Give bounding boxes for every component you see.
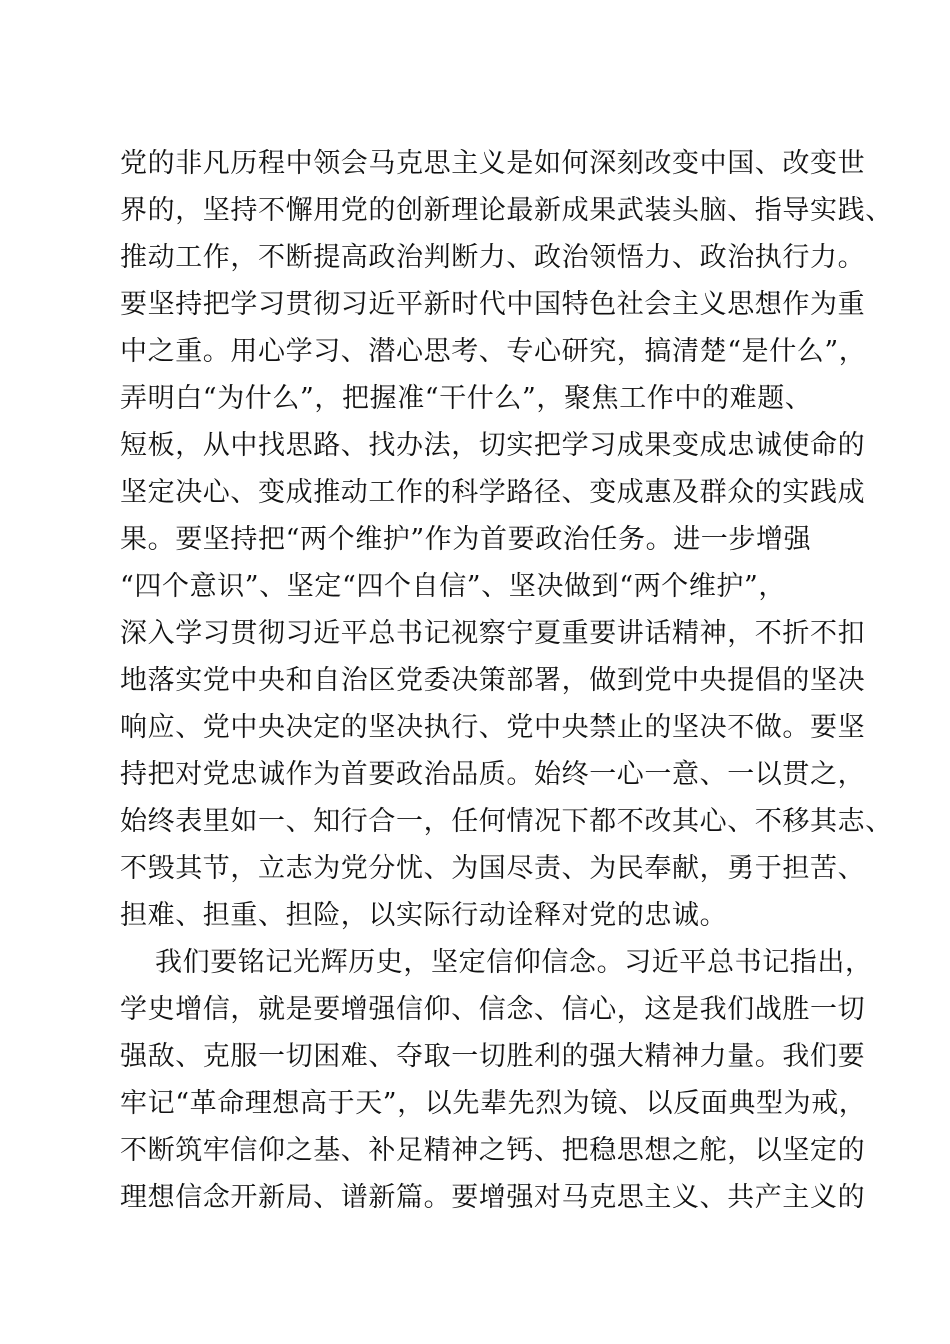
text-line-18: 我们要铭记光辉历史，坚定信仰信念。习近平总书记指出， [155,947,873,978]
text-line-21: 牢记“革命理想高于天”，以先辈先烈为镜、以反面典型为戒， [120,1088,867,1119]
text-line-19: 学史增信，就是要增强信仰、信念、信心，这是我们战胜一切 [120,994,866,1025]
text-line-22: 不断筑牢信仰之基、补足精神之钙、把稳思想之舵，以坚定的 [120,1135,866,1166]
text-line-7: 短板，从中找思路、找办法，切实把学习成果变成忠诚使命的 [120,430,866,461]
text-line-17: 担难、担重、担险，以实际行动诠释对党的忠诚。 [120,900,728,931]
text-line-13: 响应、党中央决定的坚决执行、党中央禁止的坚决不做。要坚 [120,712,866,743]
text-line-6: 弄明白“为什么”，把握准“干什么”，聚焦工作中的难题、 [120,383,813,414]
text-line-2: 界的，坚持不懈用党的创新理论最新成果武装头脑、指导实践、 [120,195,893,226]
text-line-3: 推动工作，不断提高政治判断力、政治领悟力、政治执行力。 [120,242,866,273]
text-line-8: 坚定决心、变成推动工作的科学路径、变成惠及群众的实践成 [120,477,866,508]
text-line-14: 持把对党忠诚作为首要政治品质。始终一心一意、一以贯之， [120,759,866,790]
text-line-1: 党的非凡历程中领会马克思主义是如何深刻改变中国、改变世 [120,148,866,179]
text-line-16: 不毁其节，立志为党分忧、为国尽责、为民奉献，勇于担苦、 [120,853,866,884]
text-line-15: 始终表里如一、知行合一，任何情况下都不改其心、不移其志、 [120,806,893,837]
text-line-11: 深入学习贯彻习近平总书记视察宁夏重要讲话精神，不折不扣 [120,618,866,649]
text-line-12: 地落实党中央和自治区党委决策部署，做到党中央提倡的坚决 [120,665,866,696]
text-line-9: 果。要坚持把“两个维护”作为首要政治任务。进一步增强 [120,524,812,555]
text-line-10: “四个意识”、坚定“四个自信”、坚决做到“两个维护”， [120,571,787,602]
text-line-5: 中之重。用心学习、潜心思考、专心研究，搞清楚“是什么”， [120,336,867,367]
text-line-4: 要坚持把学习贯彻习近平新时代中国特色社会主义思想作为重 [120,289,866,320]
text-line-23: 理想信念开新局、谱新篇。要增强对马克思主义、共产主义的 [120,1182,866,1213]
text-line-20: 强敌、克服一切困难、夺取一切胜利的强大精神力量。我们要 [120,1041,866,1072]
